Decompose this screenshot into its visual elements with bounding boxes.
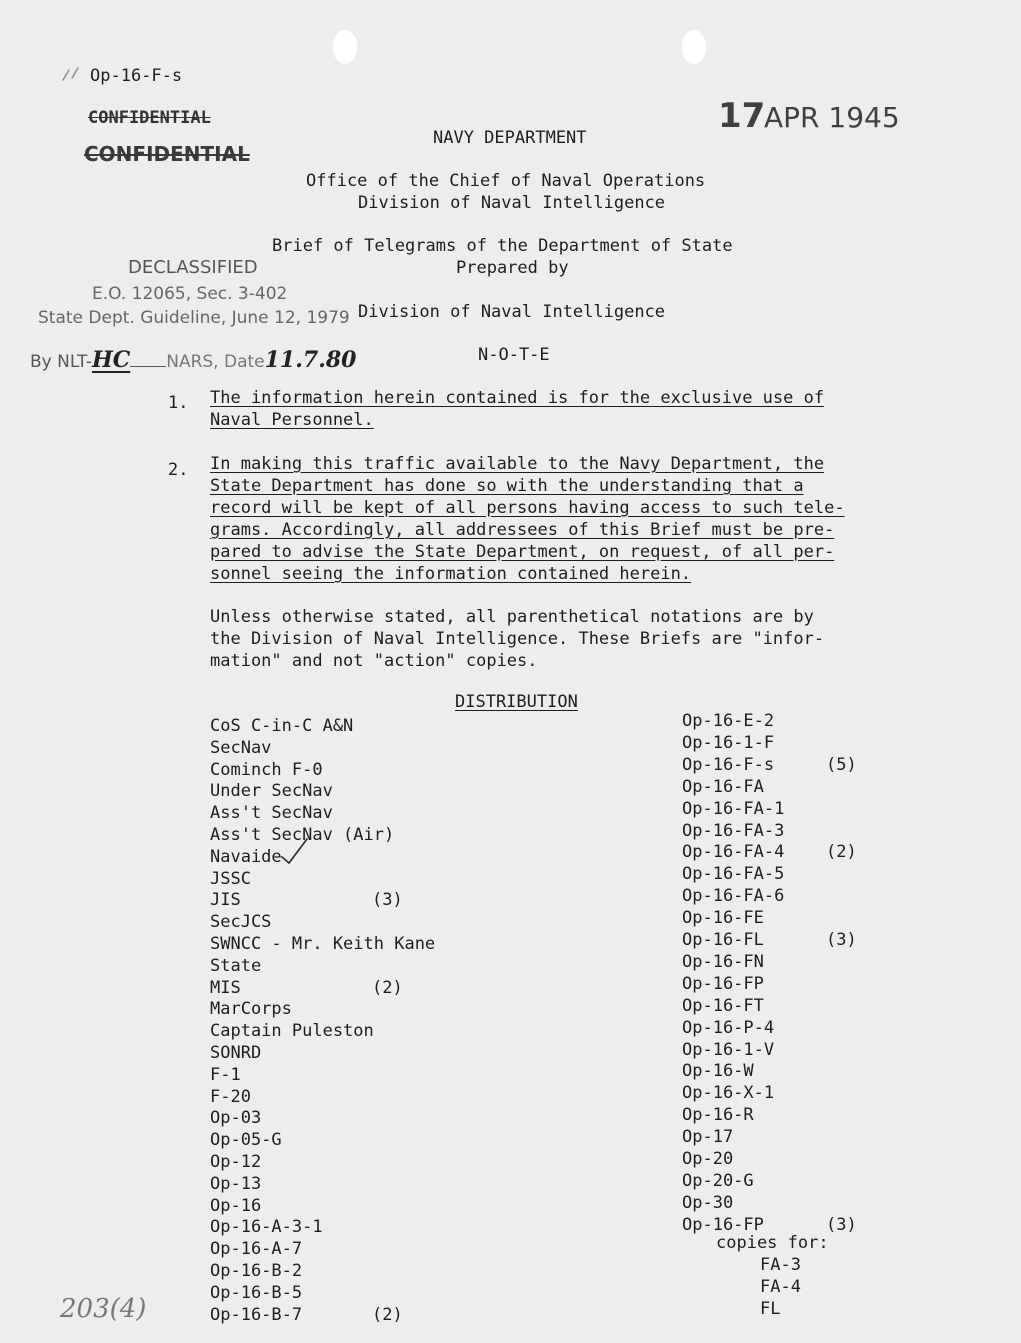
distribution-entry: Op-16-FL <box>682 930 764 950</box>
declass-by-line <box>30 347 357 373</box>
brief-line-2: Prepared by <box>456 258 569 278</box>
distribution-entry: MarCorps <box>210 999 292 1020</box>
declass-by-label: By NLT- <box>30 352 92 372</box>
distribution-entry: Op-16-F-s <box>682 754 775 775</box>
note-2-line-6: sonnel seeing the information contained herein. <box>210 564 692 584</box>
distribution-entry: Op-16-FA-5 <box>682 864 785 885</box>
copies-for-item: FA-4 <box>760 1277 801 1297</box>
declass-eo-line: E.O. 12065, Sec. 3-402 <box>92 284 288 304</box>
note-2-line-5: pared to advise the State Department, on request, of all per- <box>210 542 835 562</box>
distribution-entry: Op-12 <box>210 1152 262 1172</box>
distribution-entry: Op-16-FE <box>682 908 764 929</box>
date-stamp-day: 17 <box>718 96 766 136</box>
brief-line-1: Brief of Telegrams of the Department of State <box>272 236 733 256</box>
distribution-copy-count: (2) <box>372 1304 403 1325</box>
distribution-entry: Op-16-A-7 <box>210 1239 303 1260</box>
distribution-entry: Op-20 <box>682 1149 734 1169</box>
declass-nars-label: NARS, Date <box>166 352 265 372</box>
unless-line-2: the Division of Naval Intelligence. These Briefs are "infor- <box>210 629 825 649</box>
navy-department-heading: NAVY DEPARTMENT <box>433 128 587 148</box>
copies-for-item: FL <box>760 1299 781 1319</box>
note-1-line-1: The information herein contained is for the exclusive use of <box>210 388 825 408</box>
distribution-entry: Op-16-FA <box>682 776 764 797</box>
distribution-copy-count: (3) <box>826 930 857 950</box>
distribution-entry: Navaide <box>210 846 282 867</box>
classification-struck-1: CONFIDENTIAL <box>88 108 211 128</box>
distribution-copy-count: (2) <box>372 977 403 998</box>
distribution-entry: Op-20-G <box>682 1170 754 1191</box>
distribution-entry: CoS C-in-C A&N <box>210 716 354 736</box>
distribution-entry: Ass't SecNav (Air) <box>210 825 395 845</box>
distribution-entry: SecJCS <box>210 912 272 933</box>
note-2-line-3: record will be kept of all persons having access to such tele- <box>210 498 845 518</box>
copies-for-label: copies for: <box>716 1233 829 1253</box>
distribution-entry: Op-16-B-5 <box>210 1282 303 1303</box>
punch-hole-left <box>331 28 359 66</box>
handwritten-page-ref: 203(4) <box>60 1294 147 1324</box>
office-line-2: Division of Naval Intelligence <box>358 193 666 213</box>
declass-date: 11.7.80 <box>264 347 357 373</box>
distribution-entry: Captain Puleston <box>210 1021 374 1042</box>
note-1-number: 1. <box>168 393 189 413</box>
distribution-entry: Op-16-X-1 <box>682 1083 775 1104</box>
distribution-entry: Op-16-FA-4 <box>682 842 785 863</box>
distribution-entry: JIS <box>210 890 241 911</box>
unless-line-1: Unless otherwise stated, all parenthetical notations are by <box>210 607 814 627</box>
distribution-entry: Op-05-G <box>210 1130 282 1151</box>
distribution-entry: State <box>210 955 262 976</box>
distribution-entry: Op-13 <box>210 1173 262 1194</box>
distribution-entry: Op-16-FA-6 <box>682 886 785 907</box>
note-2-line-1: In making this traffic available to the Navy Department, the <box>210 454 825 474</box>
distribution-entry: Op-16-E-2 <box>682 711 775 731</box>
classification-struck-2: CONFIDENTIAL <box>84 142 250 166</box>
distribution-entry: Op-16-1-F <box>682 732 775 753</box>
distribution-entry: Op-16-R <box>682 1105 754 1126</box>
distribution-entry: Op-16-FA-1 <box>682 798 785 819</box>
file-reference: Op-16-F-s <box>90 66 183 86</box>
pencil-mark-icon <box>60 66 82 82</box>
distribution-entry: Cominch F-0 <box>210 759 323 780</box>
distribution-entry: Op-16-B-7 <box>210 1304 303 1325</box>
note-2-number: 2. <box>168 460 189 480</box>
distribution-entry: Op-16-FN <box>682 951 764 972</box>
distribution-entry: Op-16-FT <box>682 995 764 1016</box>
declass-guideline-line: State Dept. Guideline, June 12, 1979 <box>38 308 350 328</box>
office-line-1: Office of the Chief of Naval Operations <box>306 171 706 191</box>
declass-initials: HC <box>91 347 131 373</box>
distribution-entry: Op-16-W <box>682 1061 754 1082</box>
distribution-entry: Op-03 <box>210 1108 262 1129</box>
distribution-entry: Ass't SecNav <box>210 803 333 824</box>
note-2-line-2: State Department has done so with the understanding that a <box>210 476 804 496</box>
distribution-entry: Op-16-FA-3 <box>682 820 785 841</box>
distribution-entry: Op-16-A-3-1 <box>210 1217 323 1238</box>
distribution-entry: F-1 <box>210 1064 241 1085</box>
brief-line-3: Division of Naval Intelligence <box>358 302 666 322</box>
distribution-entry: Op-16 <box>210 1195 262 1216</box>
declassified-stamp: DECLASSIFIED <box>128 257 258 278</box>
distribution-entry: F-20 <box>210 1086 251 1107</box>
distribution-entry: SONRD <box>210 1043 262 1063</box>
date-stamp-month-year: APR 1945 <box>764 101 900 134</box>
distribution-entry: Op-16-1-V <box>682 1039 775 1060</box>
note-1-line-2: Naval Personnel. <box>210 410 374 430</box>
copies-for-item: FA-3 <box>760 1255 801 1275</box>
distribution-entry: Op-17 <box>682 1127 734 1148</box>
distribution-copy-count: (2) <box>826 842 857 863</box>
unless-line-3: mation" and not "action" copies. <box>210 651 538 671</box>
distribution-entry: SecNav <box>210 737 272 758</box>
distribution-copy-count: (3) <box>372 890 403 911</box>
distribution-copy-count: (3) <box>826 1214 857 1235</box>
note-title: N-O-T-E <box>478 345 550 365</box>
distribution-entry: JSSC <box>210 868 251 889</box>
punch-hole-right <box>680 28 708 66</box>
note-2-line-4: grams. Accordingly, all addressees of this Brief must be pre- <box>210 520 835 540</box>
distribution-entry: Op-30 <box>682 1192 734 1213</box>
distribution-title: DISTRIBUTION <box>455 692 578 712</box>
distribution-entry: Op-16-B-2 <box>210 1261 303 1281</box>
distribution-entry: MIS <box>210 977 241 998</box>
distribution-entry: Under SecNav <box>210 781 333 802</box>
distribution-entry: Op-16-FP <box>682 973 764 994</box>
distribution-copy-count: (5) <box>826 754 857 775</box>
distribution-entry: SWNCC - Mr. Keith Kane <box>210 934 436 954</box>
distribution-entry: Op-16-P-4 <box>682 1017 775 1038</box>
distribution-entry: Op-16-FP <box>682 1214 764 1235</box>
